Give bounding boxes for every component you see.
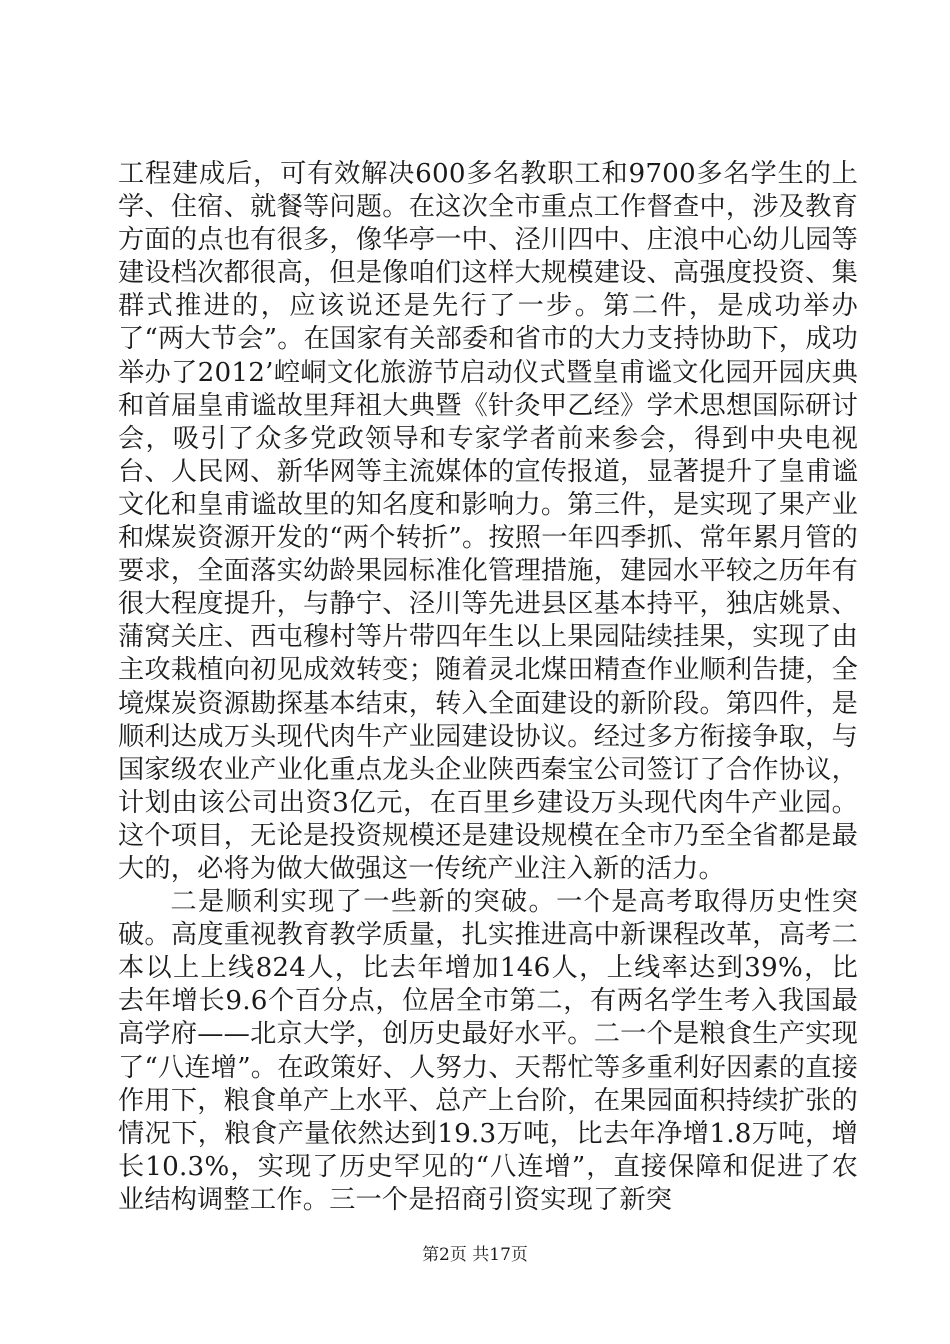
paragraph-1: 工程建成后，可有效解决600多名教职工和9700多名学生的上学、住宿、就餐等问题。在这次全市重点工作督查中，涉及教育方面的点也有很多，像华亭一中、泾川四中、庄浪中心幼儿园等建设档次都很高，但是像咱们这样大规模建设、高强度投资、集群式推进的，应该说还是先行了一步。第二件，是成功举办了“两大节会”。在国家有关部委和省市的大力支持协助下，成功举办了2012’崆峒文化旅游节启动仪式暨皇甫谧文化园开园庆典和首届皇甫谧故里拜祖大典暨《针灸甲乙经》学术思想国际研讨会，吸引了众多党政领导和专家学者前来参会，得到中央电视台、人民网、新华网等主流媒体的宣传报道，显著提升了皇甫谧文化和皇甫谧故里的知名度和影响力。第三件，是实现了果产业和煤炭资源开发的“两个转折”。按照一年四季抓、常年累月管的要求，全面落实幼龄果园标准化管理措施，建园水平较之历年有很大程度提升，与静宁、泾川等先进县区基本持平，独店姚景、蒲窝关庄、西屯穆村等片带四年生以上果园陆续挂果，实现了由主攻栽植向初见成效转变；随着灵北煤田精查作业顺利告捷，全境煤炭资源勘探基本结束，转入全面建设的新阶段。第四件，是顺利达成万头现代肉牛产业园建设协议。经过多方衔接争取，与国家级农业产业化重点龙头企业陕西秦宝公司签订了合作协议，计划由该公司出资3亿元，在百里乡建设万头现代肉牛产业园。这个项目，无论是投资规模还是建设规模在全市乃至全省都是最大的，必将为做大做强这一传统产业注入新的活力。 <box>118 159 858 884</box>
document-body <box>118 158 858 1217</box>
paragraph-2: 二是顺利实现了一些新的突破。一个是高考取得历史性突破。高度重视教育教学质量，扎实推进高中新课程改革，高考二本以上上线824人，比去年增加146人，上线率达到39%，比去年增长9.6个百分点，位居全市第二，有两名学生考入我国最高学府——北京大学，创历史最好水平。二一个是粮食生产实现了“八连增”。在政策好、人努力、天帮忙等多重利好因素的直接作用下，粮食单产上水平、总产上台阶，在果园面积持续扩张的情况下，粮食产量依然达到19.3万吨，比去年净增1.8万吨，增长10.3%，实现了历史罕见的“八连增”，直接保障和促进了农业结构调整工作。三一个是招商引资实现了新突 <box>118 887 858 1215</box>
page-number-footer: 第2页 共17页 <box>422 1245 528 1265</box>
